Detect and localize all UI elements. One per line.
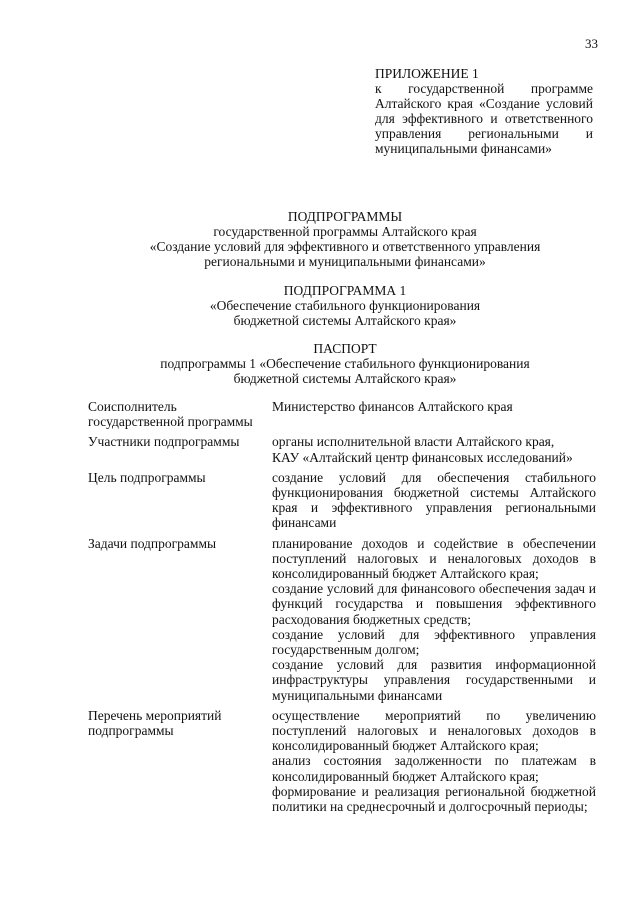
value-line: формирование и реализация региональной бюджетной политики на среднесрочный и долгосрочный периоды;	[272, 783, 596, 815]
subprogram1-line-1: «Обеспечение стабильного функционирования	[209, 298, 481, 313]
passport-row-goal	[88, 470, 596, 531]
value-line: создание условий для финансового обеспечения задач и функций государства и повышения эффективного расходования бюджетных средств;	[272, 581, 596, 627]
value-line: анализ состояния задолженности по платежам в консолидированный бюджет Алтайского края;	[272, 753, 596, 784]
subprogram1-heading	[60, 283, 630, 328]
row-label: Соисполнитель государственной программы	[88, 399, 253, 430]
row-value	[272, 536, 596, 703]
subprograms-line-2: «Создание условий для эффективного и ответственного управления	[149, 239, 541, 254]
row-label: Участники подпрограммы	[88, 434, 240, 450]
appendix-text: к государственной программе Алтайского края «Создание условий для эффективного и ответственного управления региональными и муниципальными финансами»	[375, 81, 593, 156]
passport-line-2: бюджетной системы Алтайского края»	[233, 371, 457, 386]
value-line: планирование доходов и содействие в обеспечении поступлений налоговых и неналоговых доходов в консолидированный бюджет Алтайского края;	[272, 535, 596, 582]
subprograms-heading	[60, 209, 630, 269]
value-line: органы исполнительной власти Алтайского края,	[272, 434, 555, 450]
passport-row-participants	[88, 434, 596, 464]
passport-row-tasks	[88, 536, 596, 703]
page-number: 33	[585, 36, 598, 51]
row-value	[272, 708, 596, 814]
row-label: Перечень мероприятий подпрограммы	[88, 707, 222, 739]
value-line: создание условий для обеспечения стабильного функционирования бюджетной системы Алтайского края и эффективного управления региональными финансами	[272, 469, 596, 531]
appendix-block	[375, 66, 593, 156]
appendix-title: ПРИЛОЖЕНИЕ 1	[375, 66, 479, 81]
value-line: Министерство финансов Алтайского края	[272, 399, 513, 414]
subprograms-line-1: государственной программы Алтайского края	[213, 224, 477, 239]
subprograms-line-3: региональными и муниципальными финансами»	[204, 254, 486, 269]
row-value	[272, 470, 596, 531]
passport-row-coexecutor	[88, 399, 596, 429]
passport-row-activities	[88, 708, 596, 814]
row-label: Цель подпрограммы	[88, 469, 206, 485]
passport-title: ПАСПОРТ	[313, 341, 377, 356]
row-value	[272, 399, 596, 414]
passport-heading	[60, 341, 630, 386]
subprograms-title: ПОДПРОГРАММЫ	[287, 209, 403, 224]
row-label: Задачи подпрограммы	[88, 535, 217, 551]
subprogram1-line-2: бюджетной системы Алтайского края»	[233, 313, 457, 328]
value-line: КАУ «Алтайский центр финансовых исследований»	[272, 449, 573, 465]
value-line: создание условий для эффективного управления государственным долгом;	[272, 626, 596, 658]
value-line: создание условий для развития информационной инфраструктуры управления государственными и муниципальными финансами	[272, 657, 596, 703]
subprogram1-title: ПОДПРОГРАММА 1	[283, 283, 407, 298]
value-line: осуществление мероприятий по увеличению поступлений налоговых и неналоговых доходов в консолидированный бюджет Алтайского края;	[272, 707, 596, 754]
passport-table	[88, 399, 596, 814]
passport-line-1: подпрограммы 1 «Обеспечение стабильного функционирования	[160, 356, 530, 371]
row-value	[272, 434, 596, 464]
